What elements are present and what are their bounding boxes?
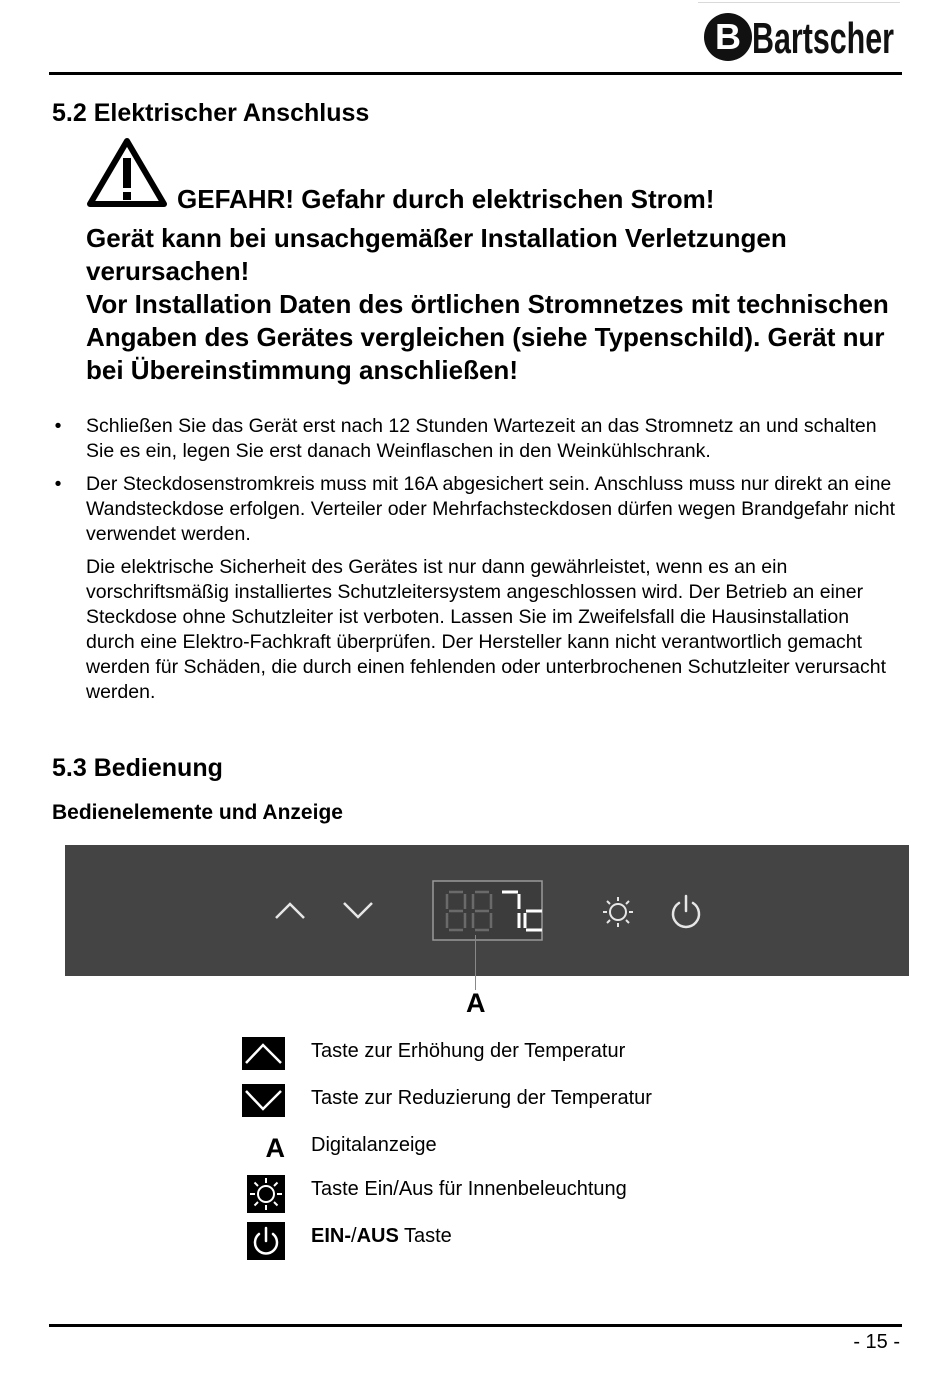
section-heading-5-3: 5.3 Bedienung	[52, 754, 223, 782]
brand-logo	[698, 2, 900, 69]
legend-text: Taste zur Reduzierung der Temperatur	[311, 1087, 652, 1109]
legend-row	[242, 1175, 842, 1215]
bullet-list	[52, 414, 902, 555]
display-leader-line	[475, 935, 476, 990]
bullet-dot: •	[54, 415, 62, 437]
footer-rule	[49, 1324, 902, 1327]
down-arrow-icon	[344, 903, 372, 917]
legend-text-rest: Taste	[398, 1225, 452, 1247]
down-arrow-icon	[242, 1084, 285, 1117]
up-arrow-icon	[276, 904, 304, 918]
warning-line-1: Gerät kann bei unsachgemäßer Installation Verletzungen verursachen!	[86, 223, 787, 286]
list-item-text: Der Steckdosenstromkreis muss mit 16A abgesichert sein. Anschluss muss nur direkt an eine Wandsteckdose erfolgen. Verteiler oder Mehrfachsteckdosen dürfen wegen Brandgefahr nicht verwendet werden.	[86, 473, 896, 545]
legend-text-bold: EIN-	[311, 1225, 351, 1247]
section-heading-5-2: 5.2 Elektrischer Anschluss	[52, 99, 370, 127]
list-item	[52, 472, 902, 547]
legend-row	[242, 1131, 842, 1171]
control-panel	[65, 845, 909, 976]
legend-text: Digitalanzeige	[311, 1134, 437, 1156]
up-arrow-icon	[242, 1037, 285, 1070]
brand-name: Bartscher	[752, 14, 894, 63]
legend-row	[242, 1222, 842, 1262]
page-number: - 15 -	[853, 1331, 900, 1353]
legend-row	[242, 1037, 842, 1077]
subheading-controls: Bedienelemente und Anzeige	[52, 801, 343, 824]
legend-row	[242, 1084, 842, 1124]
header-rule	[49, 72, 902, 75]
light-icon	[603, 897, 633, 927]
list-item	[52, 414, 902, 464]
display-marker-label: A	[466, 988, 486, 1018]
warning-line-2: Vor Installation Daten des örtlichen Stromnetzes mit technischen Angaben des Gerätes vergleichen (siehe Typenschild). Gerät nur bei Übereinstimmung anschließen!	[86, 289, 889, 385]
warning-title: GEFAHR! Gefahr durch elektrischen Strom!	[177, 184, 715, 214]
legend-text-sep: /	[351, 1225, 357, 1247]
power-icon	[673, 896, 699, 927]
power-icon	[247, 1222, 285, 1260]
legend-text	[311, 1225, 452, 1248]
legend-text: Taste zur Erhöhung der Temperatur	[311, 1040, 626, 1062]
bullet-dot: •	[54, 473, 62, 495]
warning-body	[86, 222, 926, 387]
legend-key-letter: A	[265, 1133, 285, 1163]
svg-text:B: B	[715, 16, 741, 57]
list-item-text: Schließen Sie das Gerät erst nach 12 Stunden Wartezeit an das Stromnetz an und schalten Sie es ein, legen Sie erst danach Weinflaschen in den Weinkühlschrank.	[86, 415, 877, 462]
safety-paragraph: Die elektrische Sicherheit des Gerätes ist nur dann gewährleistet, wenn es an ein vorschriftsmäßig installiertes Schutzleitersystem angeschlossen wird. Der Betrieb an einer Steckdose ohne Schutzleiter ist verboten. Lassen Sie im Zweifelsfall die Hausinstallation durch eine Elektro-Fachkraft überprüfen. Der Hersteller kann nicht verantwortlich gemacht werden für Schäden, die durch einen fehlenden oder unterbrochenen Schutzleiter verursacht werden.	[86, 556, 887, 703]
legend-text: Taste Ein/Aus für Innenbeleuchtung	[311, 1178, 627, 1200]
legend-text-bold-2: AUS	[356, 1225, 399, 1247]
warning-triangle-icon	[86, 136, 168, 210]
light-icon	[247, 1175, 285, 1213]
